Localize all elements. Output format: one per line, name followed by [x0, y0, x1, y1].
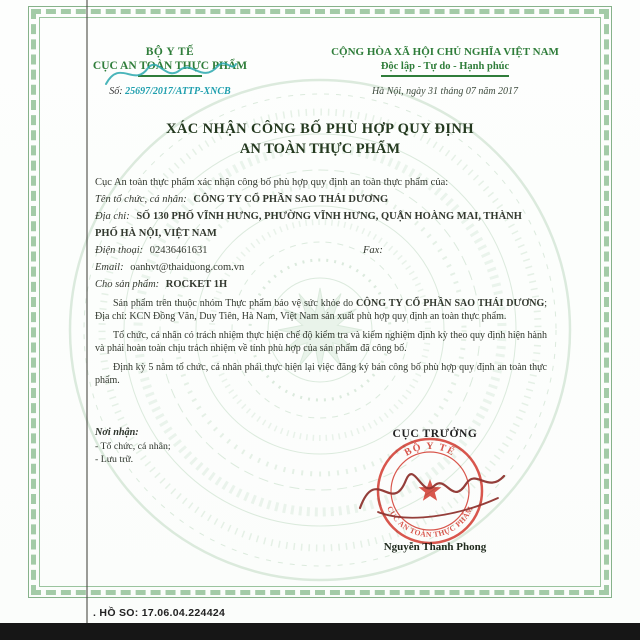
number-label: Số: [109, 85, 123, 97]
signer-name: Nguyễn Thanh Phong [383, 541, 487, 553]
signer-title: CỤC TRƯỞNG [392, 428, 478, 440]
email-value: oanhvt@thaiduong.com.vn [130, 262, 245, 273]
fax-label: Fax: [363, 245, 383, 256]
phone-fax-line [95, 242, 547, 259]
body-block [95, 174, 547, 392]
department-name: CỤC AN TOÀN THỰC PHẨM [92, 60, 248, 72]
title-line-1: XÁC NHẬN CÔNG BỐ PHÙ HỢP QUY ĐỊNH [166, 121, 474, 137]
product-line [95, 276, 547, 293]
paragraph-1-pre: Sản phẩm trên thuộc nhóm Thực phẩm bảo vệ sức khỏe do [113, 298, 357, 309]
paragraph-1-company: CÔNG TY CỔ PHẦN SAO THÁI DƯƠNG [356, 298, 545, 309]
address-label: Địa chỉ: [95, 211, 130, 222]
email-label: Email: [95, 262, 124, 273]
national-block [295, 46, 595, 97]
recipients-block [95, 426, 171, 466]
document-title [0, 121, 640, 158]
email-line [95, 259, 547, 276]
product-label: Cho sản phẩm: [95, 279, 160, 290]
country-motto-line: CỘNG HÒA XÃ HỘI CHỦ NGHĨA VIỆT NAM [331, 46, 559, 58]
seal-bottom-text: CỤC AN TOÀN THỰC PHẨM [385, 504, 475, 540]
organization-value: CÔNG TY CỔ PHẦN SAO THÁI DƯƠNG [193, 194, 389, 205]
number-value: 25697/2017/ATTP-XNCB [125, 85, 231, 97]
recipient-item: - Tổ chức, cá nhân; [95, 441, 171, 452]
paragraph-1-post: ; Địa chỉ: KCN Đồng Văn, Duy Tiên, Hà Nam, Việt Nam sản xuất phù hợp quy định an toàn thực phẩm. [95, 298, 548, 323]
motto-line: Độc lập - Tự do - Hạnh phúc [380, 61, 510, 72]
header-right-underline [381, 75, 509, 77]
scan-black-band [0, 623, 640, 640]
recipients-label: Nơi nhận: [95, 427, 139, 438]
place-date-line: Hà Nội, ngày 31 tháng 07 năm 2017 [371, 85, 519, 97]
address-value: SỐ 130 PHỐ VĨNH HƯNG, PHƯỜNG VĨNH HƯNG, QUẬN HOÀNG MAI, THÀNH PHỐ HÀ NỘI, VIỆT NAM [95, 211, 522, 239]
ministry-name: BỘ Y TẾ [145, 46, 195, 58]
teal-pen-scribble [100, 54, 240, 94]
paragraph-1 [95, 297, 547, 324]
paragraph-2: Tổ chức, cá nhân có trách nhiệm thực hiện chế độ kiểm tra và kiểm nghiệm định kỳ theo quy định hiện hành và phải hoàn toàn chịu trách nhiệm về tính phù hợp của sản phẩm đã công bố. [95, 329, 547, 355]
address-line [95, 208, 547, 242]
title-line-2: AN TOÀN THỰC PHẨM [239, 141, 401, 157]
signature [348, 446, 518, 536]
file-number: . HỒ SO: 17.06.04.224424 [93, 607, 226, 619]
organization-line [95, 191, 547, 208]
recipient-item: - Lưu trữ. [95, 454, 134, 465]
phone-label: Điện thoại: [95, 245, 144, 256]
paragraph-3: Định kỳ 5 năm tổ chức, cá nhân phải thực hiện lại việc đăng ký bản công bố phù hợp quy định an toàn thực phẩm. [95, 361, 547, 387]
paragraphs [95, 297, 547, 387]
intro-line: Cục An toàn thực phẩm xác nhận công bố phù hợp quy định an toàn thực phẩm của: [95, 177, 449, 188]
organization-label: Tên tổ chức, cá nhân: [95, 194, 187, 205]
seal-top-text: BỘ Y TẾ [402, 440, 458, 459]
scan-edge-line [86, 0, 88, 640]
product-value: ROCKET 1H [165, 279, 228, 290]
phone-value: 02436461631 [149, 245, 208, 256]
